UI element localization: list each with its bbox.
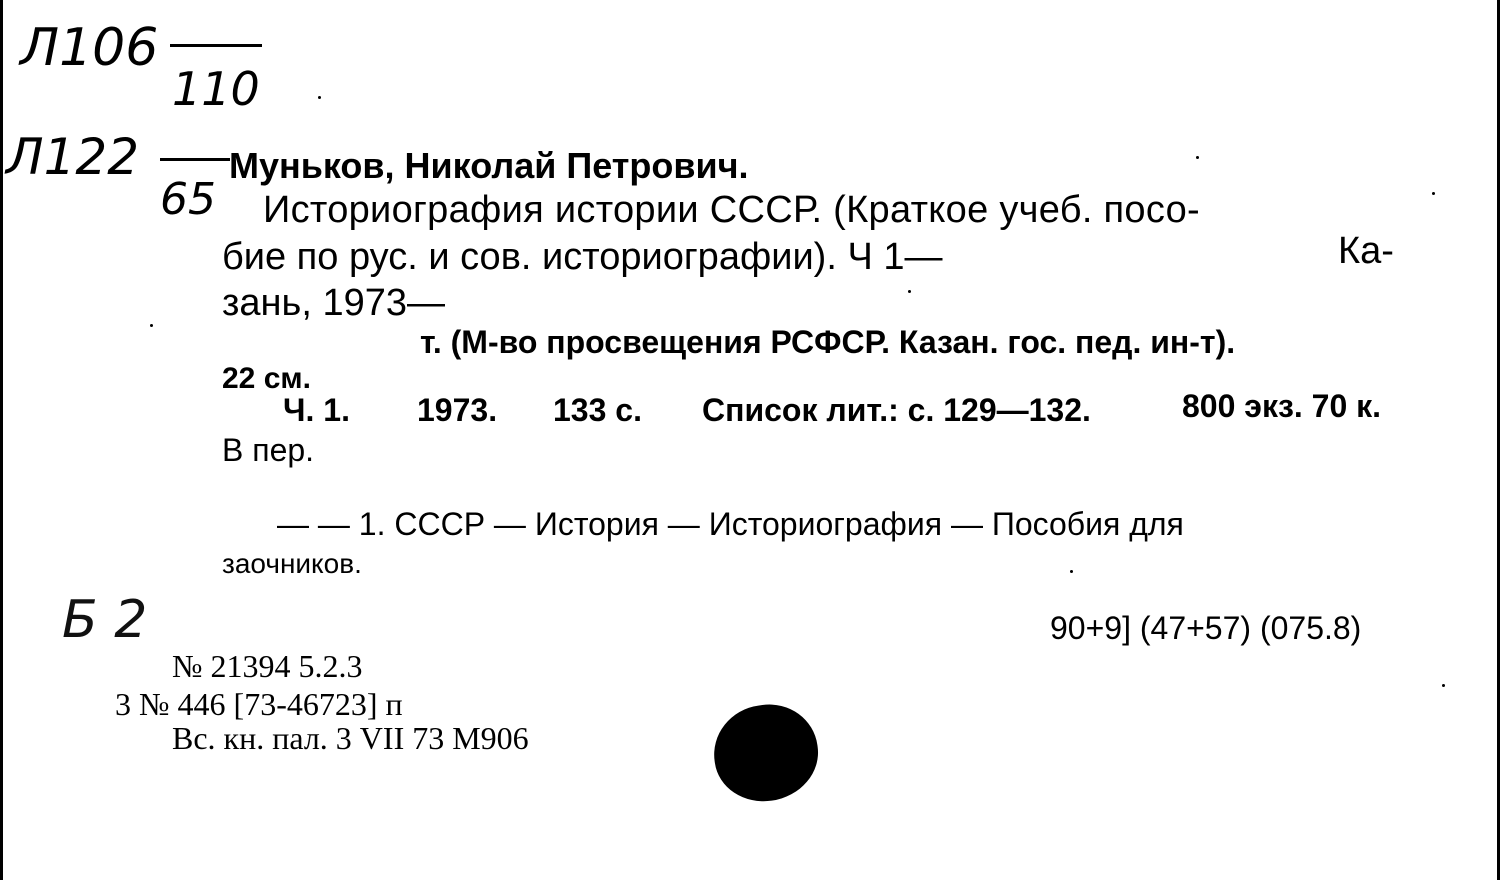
registration-number: 3 № 446 [73-46723] п: [115, 686, 403, 722]
series-line: т. (М-во просвещения РСФСР. Казан. гос. пед. ин-т).: [420, 324, 1236, 360]
scan-speck: [908, 290, 911, 293]
title-line-2-right: Ка-: [1338, 230, 1394, 272]
scan-speck: [1432, 192, 1435, 195]
handwritten-code-second: Л122: [6, 128, 140, 186]
title-line-3: зань, 1973—: [222, 282, 445, 324]
title-line-2: бие по рус. и сов. историографии). Ч 1—: [222, 236, 943, 278]
author-heading: Муньков, Николай Петрович.: [229, 145, 749, 186]
scan-speck: [1442, 684, 1445, 687]
handwritten-code-top: Л106: [20, 18, 159, 78]
handwritten-bottom-mark: Б 2: [62, 590, 148, 650]
part-copies-price: 800 экз. 70 к.: [1182, 388, 1382, 424]
scan-speck: [1196, 156, 1199, 159]
classification-index: 90+9] (47+57) (075.8): [1050, 610, 1362, 646]
handwritten-code-second-sub: 65: [160, 174, 216, 225]
second-code-bar: [160, 158, 230, 161]
card-right-edge: [1497, 0, 1500, 880]
scan-speck: [1070, 570, 1073, 573]
scan-speck: [318, 96, 321, 99]
subject-headings-line-1: — — 1. СССР — История — Историография — Пособия для: [277, 506, 1184, 542]
size-line: 22 см.: [222, 362, 311, 395]
card-left-edge: [0, 0, 3, 880]
ink-blot: [708, 698, 824, 808]
subject-headings-line-2: заочников.: [222, 548, 362, 579]
scan-speck: [150, 324, 153, 327]
part-bibliography: Список лит.: с. 129—132.: [702, 392, 1091, 428]
part-label: Ч. 1.: [283, 392, 350, 428]
title-line-1: Историография истории СССР. (Краткое учеб. посо-: [263, 189, 1200, 231]
book-chamber-line: Вс. кн. пал. 3 VII 73 М906: [172, 720, 529, 756]
handwritten-code-fraction: 110: [172, 62, 260, 116]
part-year: 1973.: [417, 392, 498, 428]
part-pages: 133 с.: [553, 392, 642, 428]
order-number: № 21394 5.2.3: [172, 648, 363, 684]
binding-note: В пер.: [222, 432, 315, 468]
fraction-bar: [170, 44, 262, 47]
